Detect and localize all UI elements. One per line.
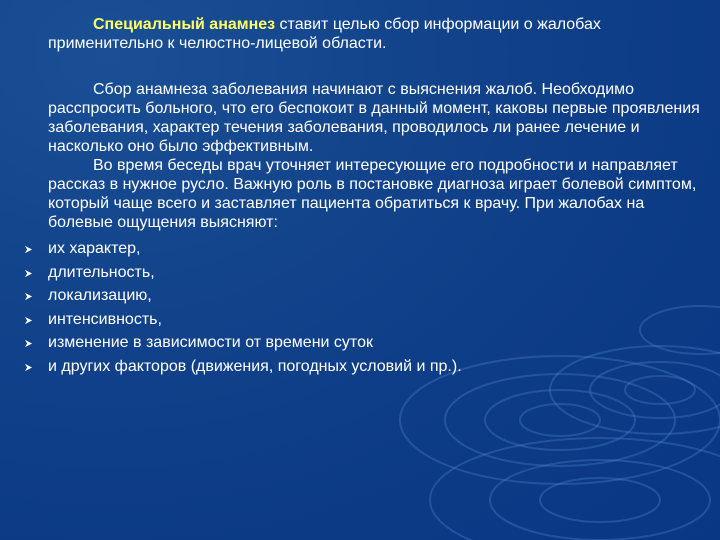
arrowhead-icon [24,269,33,278]
bullet-text: длительность, [48,263,155,281]
paragraph-conversation: Во время беседы врач уточняет интересующие его подробности и направляет рассказ в нужное русло. Важную роль в постановке диагноза играет болевой симптом, который чаще всего и заставляет пациента обратиться к врачу. При жалобах на болевые ощущения выясняют: [48,157,697,231]
arrowhead-icon [24,292,33,301]
bullet-text: интенсивность, [48,310,162,328]
arrowhead-icon [24,245,33,254]
bullet-item [48,308,700,332]
highlighted-term: Специальный анамнез [93,16,276,33]
bullet-item [48,331,700,355]
arrowhead-icon [24,316,33,325]
paragraph-intro-text: ставит целью сбор информации о жалобах применительно к челюстно-лицевой области. [48,16,601,52]
bullet-text: и других факторов (движения, погодных условий и пр.). [48,357,462,375]
arrowhead-icon [24,339,33,348]
bullet-item [48,284,700,308]
bullet-list [48,237,700,378]
bullet-item [48,237,700,261]
bullet-text: локализацию, [48,287,152,304]
paragraph-intro [48,15,700,53]
paragraph-complaints: Сбор анамнеза заболевания начинают с выяснения жалоб. Необходимо расспросить больного, что его беспокоит в данный момент, каковы первые проявления заболевания, характер течения заболевания, проводилось ли ранее лечение и насколько оно было эффективным. [48,81,700,155]
slide-content [48,15,700,378]
bullet-item [48,355,700,379]
arrowhead-icon [24,363,33,372]
bullet-text: их характер, [48,240,141,257]
bullet-item [48,261,700,285]
bullet-text: изменение в зависимости от времени суток [48,334,373,351]
